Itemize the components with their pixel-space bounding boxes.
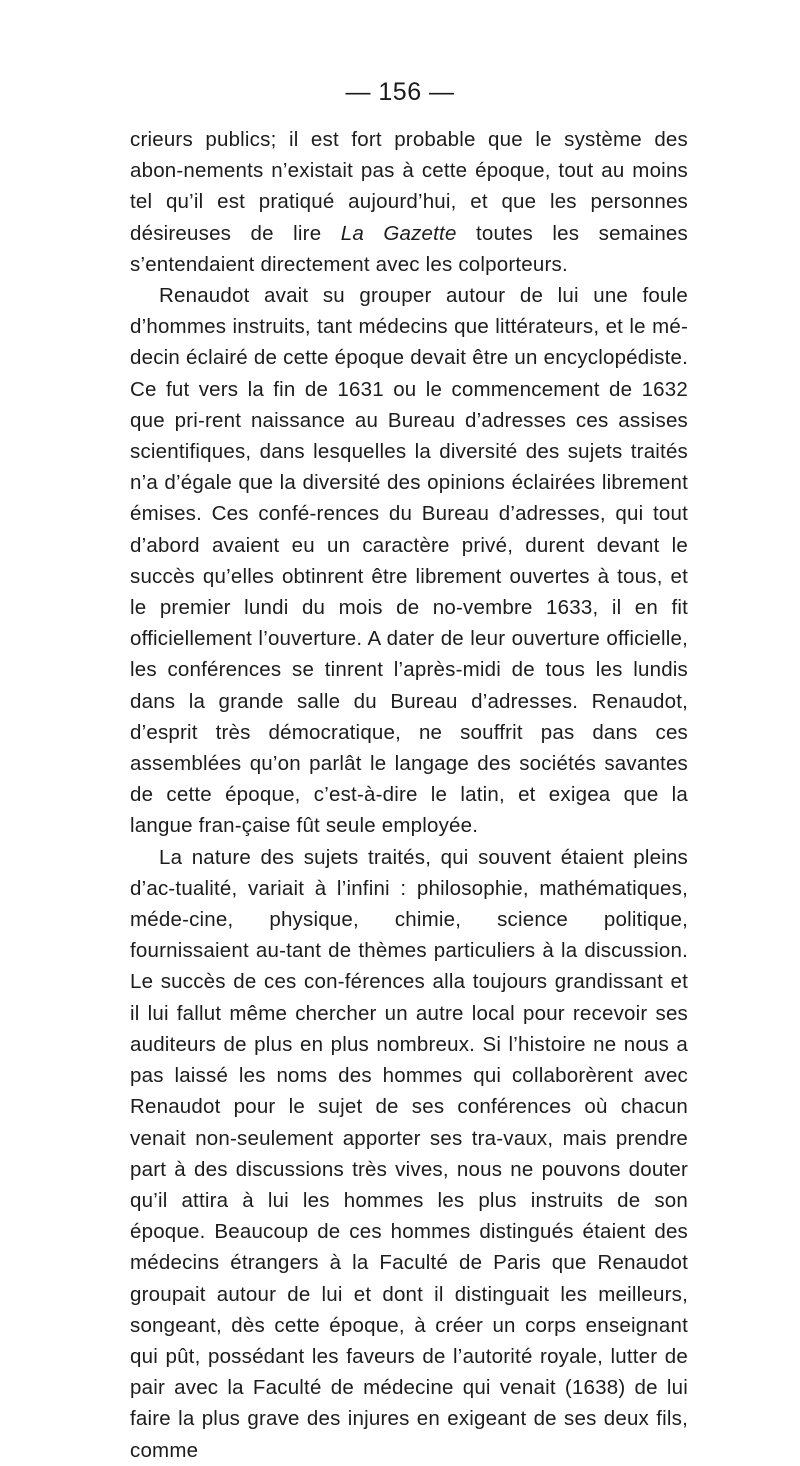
paragraph-1-before: crieurs publics; il est fort probable que le système des abon-nements n’existait pas à cette époque, tout au moins tel qu’il est pratiqué aujourd’hui, et que les personnes désireuses de lire — [130, 128, 688, 245]
page-number: — 156 — — [345, 78, 455, 106]
body-text — [130, 124, 688, 1466]
paragraph-2: Renaudot avait su grouper autour de lui une foule d’hommes instruits, tant médecins que littérateurs, et le mé-decin éclairé de cette époque devait être un encyclopédiste. Ce fut vers la fin de 1631 ou le commencement de 1632 que pri-rent naissance au Bureau d’adresses ces assises scientifiques, dans lesquelles la diversité des sujets traités n’a d’égale que la diversité des opinions éclairées librement émises. Ces confé-rences du Bureau d’adresses, qui tout d’abord avaient eu un caractère privé, durent devant le succès qu’elles obtinrent être librement ouvertes à tous, et le premier lundi du mois de no-vembre 1633, il en fit officiellement l’ouverture. A dater de leur ouverture officielle, les conférences se tinrent l’après-midi de tous les lundis dans la grande salle du Bureau d’adresses. Renaudot, d’esprit très démocratique, ne souffrit pas dans ces assemblées qu’on parlât le langage des sociétés savantes de cette époque, c’est-à-dire le latin, et exigea que la langue fran-çaise fût seule employée. — [130, 284, 688, 838]
publication-title: La Gazette — [340, 221, 457, 245]
paragraph-3: La nature des sujets traités, qui souvent étaient pleins d’ac-tualité, variait à l’infini : philosophie, mathématiques, méde-cine, physique, chimie, science politique, fournissaient au-tant de thèmes particuliers à la discussion. Le succès de ces con-férences alla toujours grandissant et il lui fallut même chercher un autre local pour recevoir ses auditeurs de plus en plus nombreux. Si l’histoire ne nous a pas laissé les noms des hommes qui collaborèrent avec Renaudot pour le sujet de ses conférences où chacun venait non-seulement apporter ses tra-vaux, mais prendre part à des discussions très vives, nous ne pouvons douter qu’il attira à lui les hommes les plus instruits de son époque. Beaucoup de ces hommes distingués étaient des médecins étrangers à la Faculté de Paris que Renaudot groupait autour de lui et dont il distinguait les meilleurs, songeant, dès cette époque, à créer un corps enseignant qui pût, possédant les faveurs de l’autorité royale, lutter de pair avec la Faculté de médecine qui venait (1638) de lui faire la plus grave des injures en exigeant de ses deux fils, comme — [130, 845, 688, 1462]
paragraph-1-after: toutes les semaines s’entendaient directement avec les colporteurs. — [130, 221, 688, 276]
paragraph-1 — [130, 124, 688, 280]
